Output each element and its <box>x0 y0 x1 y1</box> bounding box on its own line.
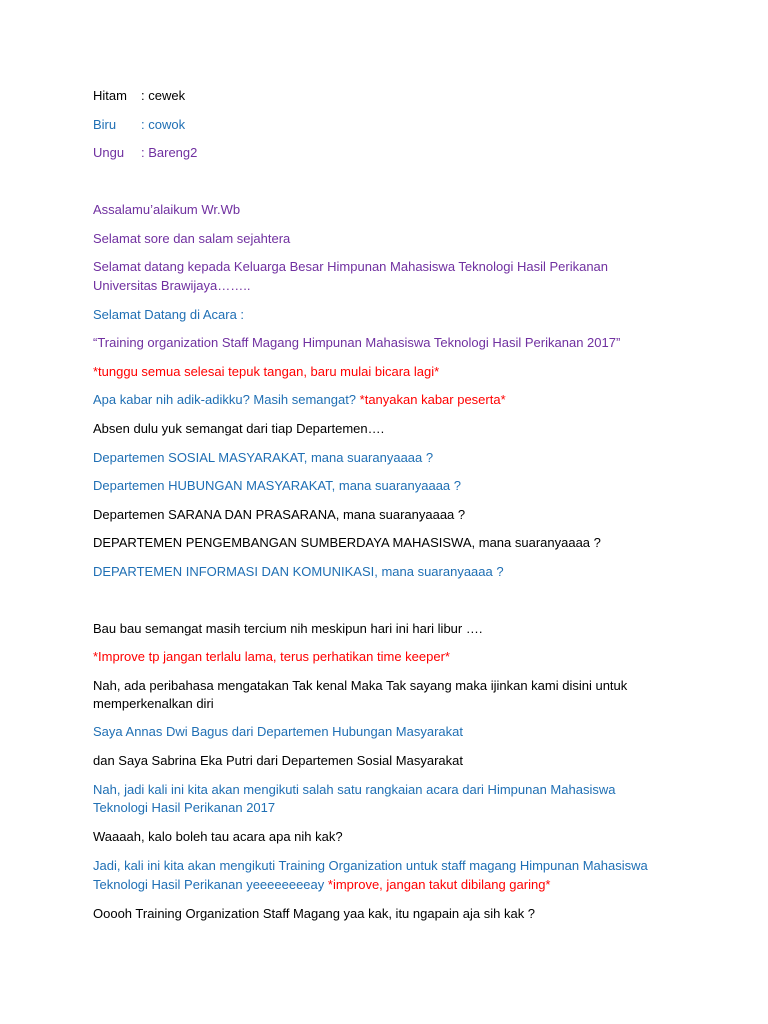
nah-line-1: Nah, jadi kali ini kita akan mengikuti salah satu rangkaian acara dari Himpunan Mahasiswa <box>93 782 616 797</box>
event-title-line: “Training organization Staff Magang Himpunan Mahasiswa Teknologi Hasil Perikanan 2017” <box>93 335 621 350</box>
event-welcome-line: Selamat Datang di Acara : <box>93 307 245 322</box>
ask-news-text: Apa kabar nih adik-adikku? Masih semangat? <box>93 392 360 407</box>
legend-key: Biru <box>93 117 117 132</box>
legend-value: : cewek <box>141 88 186 103</box>
annas-line: Saya Annas Dwi Bagus dari Departemen Hubungan Masyarakat <box>93 724 463 739</box>
legend-key: Hitam <box>93 88 127 103</box>
evening-line: Selamat sore dan salam sejahtera <box>93 231 291 246</box>
legend-value: : cowok <box>141 117 186 132</box>
ask-news-line <box>93 390 506 409</box>
welcome-line-1: Selamat datang kepada Keluarga Besar Himpunan Mahasiswa Teknologi Hasil Perikanan <box>93 259 609 274</box>
intro-line-2: memperkenalkan diri <box>93 696 214 711</box>
dept-infokom-line: DEPARTEMEN INFORMASI DAN KOMUNIKASI, mana suaranyaaaa ? <box>93 564 504 579</box>
note-improve-line: *Improve tp jangan terlalu lama, terus perhatikan time keeper* <box>93 649 450 664</box>
legend-hitam <box>93 86 185 105</box>
sabrina-line: dan Saya Sabrina Eka Putri dari Departemen Sosial Masyarakat <box>93 753 463 768</box>
intro-line-1: Nah, ada peribahasa mengatakan Tak kenal Maka Tak sayang maka ijinkan kami disini untuk <box>93 678 628 693</box>
jadi-line-2 <box>93 875 550 894</box>
ooooh-line: Ooooh Training Organization Staff Magang yaa kak, itu ngapain aja sih kak ? <box>93 906 536 921</box>
dept-sosmas-line: Departemen SOSIAL MASYARAKAT, mana suaranyaaaa ? <box>93 450 434 465</box>
nah-line-2: Teknologi Hasil Perikanan 2017 <box>93 800 276 815</box>
ask-news-note: *tanyakan kabar peserta* <box>359 392 506 407</box>
dept-humas-line: Departemen HUBUNGAN MASYARAKAT, mana suaranyaaaa ? <box>93 478 462 493</box>
welcome-line-2: Universitas Brawijaya…….. <box>93 278 251 293</box>
dept-psdm-line: DEPARTEMEN PENGEMBANGAN SUMBERDAYA MAHASISWA, mana suaranyaaaa ? <box>93 535 601 550</box>
bau-line: Bau bau semangat masih tercium nih meskipun hari ini hari libur …. <box>93 621 483 636</box>
jadi-text: Teknologi Hasil Perikanan yeeeeeeeeay <box>93 877 328 892</box>
jadi-note: *improve, jangan takut dibilang garing* <box>327 877 551 892</box>
legend-ungu <box>93 143 197 162</box>
legend-biru <box>93 115 185 134</box>
waaah-line: Waaaah, kalo boleh tau acara apa nih kak? <box>93 829 343 844</box>
absen-line: Absen dulu yuk semangat dari tiap Departemen…. <box>93 421 385 436</box>
legend-value: : Bareng2 <box>141 145 198 160</box>
note-clap-line: *tunggu semua selesai tepuk tangan, baru mulai bicara lagi* <box>93 364 440 379</box>
dept-sarpras-line: Departemen SARANA DAN PRASARANA, mana suaranyaaaa ? <box>93 507 466 522</box>
greeting-line: Assalamu’alaikum Wr.Wb <box>93 202 241 217</box>
jadi-line-1: Jadi, kali ini kita akan mengikuti Training Organization untuk staff magang Himpunan Mahasiswa <box>93 858 648 873</box>
legend-key: Ungu <box>93 145 125 160</box>
